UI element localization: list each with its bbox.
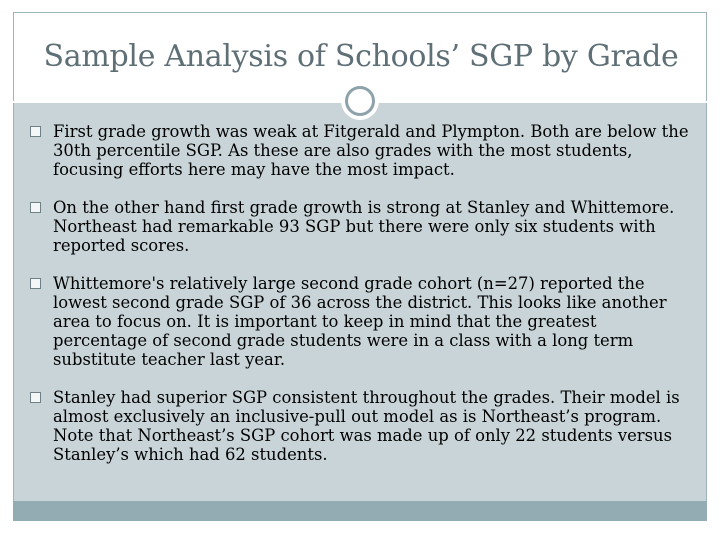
bullet-item <box>30 388 690 464</box>
bullet-text: Whittemore's relatively large second grade cohort (n=27) reported the lowest second grade SGP of 36 across the district. This looks like another area to focus on. It is important to keep in mind that the greatest percentage of second grade students were in a class with a long term substitute teacher last year. <box>53 274 667 369</box>
bullet-text: Stanley had superior SGP consistent throughout the grades. Their model is almost exclusively an inclusive-pull out model as is Northeast’s program. Note that Northeast’s SGP cohort was made up of only 22 students versus Stanley’s which had 62 students. <box>53 388 680 464</box>
bullet-list <box>30 122 690 483</box>
ring-ornament-icon <box>341 82 379 120</box>
bullet-text: On the other hand first grade growth is strong at Stanley and Whittemore. Northeast had remarkable 93 SGP but there were only six students with reported scores. <box>53 198 675 255</box>
bullet-item <box>30 122 690 179</box>
bullet-item <box>30 274 690 369</box>
bullet-text: First grade growth was weak at Fitgerald and Plympton. Both are below the 30th percentile SGP. As these are also grades with the most students, focusing efforts here may have the most impact. <box>53 122 689 179</box>
square-bullet-icon <box>30 126 41 137</box>
bullet-item <box>30 198 690 255</box>
square-bullet-icon <box>30 392 41 403</box>
slide-title: Sample Analysis of Schools’ SGP by Grade <box>43 39 679 74</box>
footer-accent-bar <box>13 501 707 521</box>
square-bullet-icon <box>30 202 41 213</box>
square-bullet-icon <box>30 278 41 289</box>
